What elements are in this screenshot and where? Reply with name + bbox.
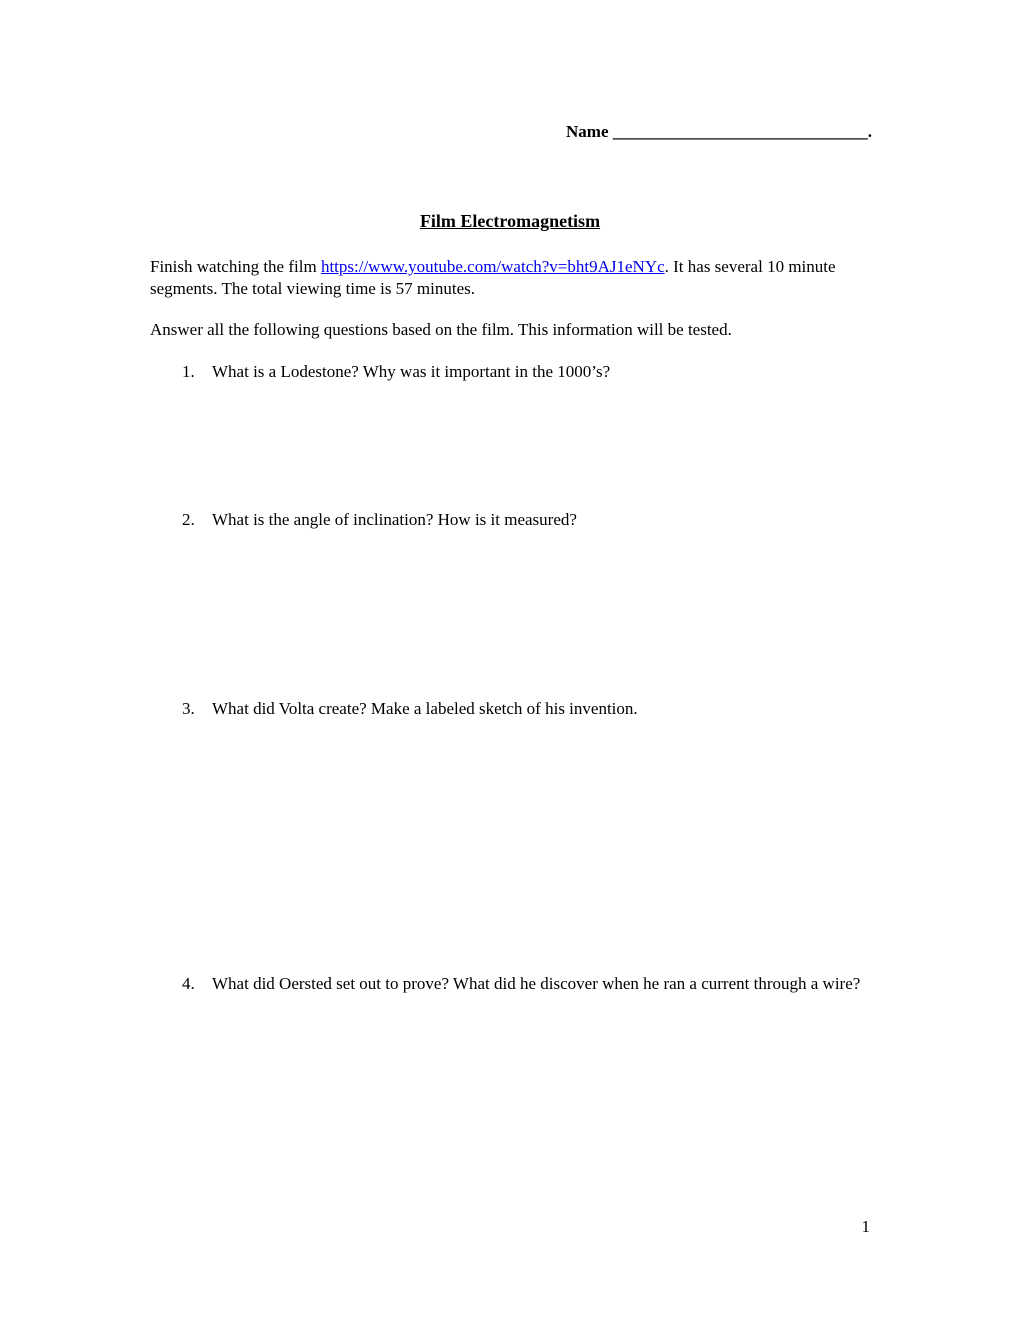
document-title: Film Electromagnetism [419,211,601,231]
question-4-text: What did Oersted set out to prove? What did he discover when he ran a current through a wire? [212,974,861,993]
instruction-paragraph: Answer all the following questions based on the film. This information will be tested. [150,320,732,339]
question-2 [150,509,872,531]
question-4-number: 4. [182,974,195,993]
page-number: 1 [861,1217,870,1236]
question-2-text: What is the angle of inclination? How is it measured? [212,510,577,529]
question-2-number: 2. [182,510,195,529]
question-3-text: What did Volta create? Make a labeled sketch of his invention. [212,699,638,718]
question-3 [150,698,872,720]
question-1-number: 1. [182,362,195,381]
name-blank-line: Name ______________________________. [566,122,872,141]
question-1 [150,361,872,383]
intro-paragraph [150,256,872,300]
intro-text-after-link: . It has several 10 minute segments. The total viewing time is 57 minutes. [150,257,836,299]
question-1-text: What is a Lodestone? Why was it important in the 1000’s? [212,362,611,381]
youtube-link[interactable]: https://www.youtube.com/watch?v=bht9AJ1eNYc [320,257,665,276]
question-4 [150,973,872,995]
question-3-number: 3. [182,699,195,718]
intro-text-before-link: Finish watching the film [150,257,321,276]
